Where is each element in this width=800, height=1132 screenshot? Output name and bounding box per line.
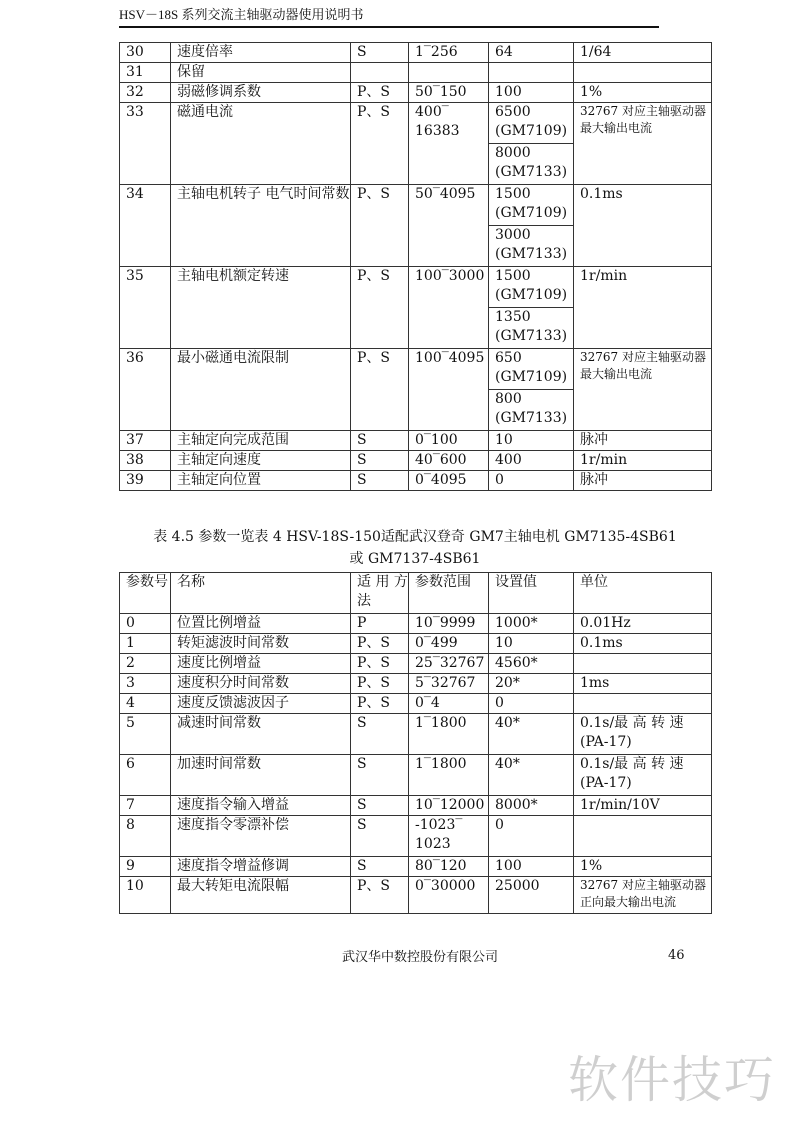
- param-default: [489, 63, 574, 83]
- param-mode: P、S: [351, 674, 409, 694]
- param-name: 弱磁修调系数: [171, 83, 351, 103]
- param-unit: 0.1ms: [574, 185, 712, 267]
- param-range: 0‾30000: [409, 877, 489, 914]
- param-number: 6: [120, 755, 171, 796]
- param-mode: S: [351, 43, 409, 63]
- param-mode: P、S: [351, 654, 409, 674]
- param-mode: P、S: [351, 83, 409, 103]
- param-unit: 1ms: [574, 674, 712, 694]
- param-default: 100: [489, 857, 574, 877]
- param-default: 10: [489, 431, 574, 451]
- watermark: 软件技巧: [568, 1051, 776, 1109]
- param-range: 50‾4095: [409, 185, 489, 267]
- param-unit: 32767 对应主轴驱动器最大输出电流: [574, 349, 712, 431]
- table-row: [120, 103, 712, 144]
- header-param-number: 参数号: [120, 573, 171, 614]
- param-default: 25000: [489, 877, 574, 914]
- param-mode: [351, 63, 409, 83]
- param-default: 10: [489, 634, 574, 654]
- param-unit: 32767 对应主轴驱动器最大输出电流: [574, 103, 712, 185]
- param-number: 37: [120, 431, 171, 451]
- header-unit: 单位: [574, 573, 712, 614]
- param-name: 速度比例增益: [171, 654, 351, 674]
- table-row: [120, 614, 712, 634]
- param-number: 31: [120, 63, 171, 83]
- param-range: 50‾150: [409, 83, 489, 103]
- param-default: 4560*: [489, 654, 574, 674]
- param-number: 3: [120, 674, 171, 694]
- table-row: [120, 674, 712, 694]
- param-default: 0: [489, 471, 574, 491]
- param-unit: 1%: [574, 83, 712, 103]
- param-name: 磁通电流: [171, 103, 351, 185]
- param-unit: 1r/min/10V: [574, 796, 712, 816]
- param-name: 速度指令输入增益: [171, 796, 351, 816]
- param-default: 20*: [489, 674, 574, 694]
- param-name: 最大转矩电流限幅: [171, 877, 351, 914]
- param-range: [409, 63, 489, 83]
- param-number: 10: [120, 877, 171, 914]
- table-row: [120, 349, 712, 390]
- table-row: [120, 755, 712, 796]
- param-range: 0‾4: [409, 694, 489, 714]
- param-default: 3000 (GM7133): [489, 226, 574, 267]
- param-number: 33: [120, 103, 171, 185]
- table-row: [120, 857, 712, 877]
- param-unit: [574, 694, 712, 714]
- table-row: [120, 634, 712, 654]
- table-row: [120, 877, 712, 914]
- param-name: 加速时间常数: [171, 755, 351, 796]
- param-range: 10‾12000: [409, 796, 489, 816]
- param-mode: S: [351, 796, 409, 816]
- param-unit: [574, 816, 712, 857]
- table-row: [120, 654, 712, 674]
- param-name: 最小磁通电流限制: [171, 349, 351, 431]
- param-default: 40*: [489, 755, 574, 796]
- param-range: 25‾32767: [409, 654, 489, 674]
- param-unit: 1r/min: [574, 451, 712, 471]
- table-caption-continued: 或 GM7137-4SB61: [349, 551, 481, 567]
- param-unit: [574, 63, 712, 83]
- param-unit: 0.01Hz: [574, 614, 712, 634]
- param-number: 9: [120, 857, 171, 877]
- param-mode: S: [351, 431, 409, 451]
- param-range: 80‾120: [409, 857, 489, 877]
- param-name: 主轴定向速度: [171, 451, 351, 471]
- param-name: 速度指令增益修调: [171, 857, 351, 877]
- param-number: 32: [120, 83, 171, 103]
- param-name: 位置比例增益: [171, 614, 351, 634]
- param-unit: 1%: [574, 857, 712, 877]
- param-default: 0: [489, 694, 574, 714]
- param-name: 保留: [171, 63, 351, 83]
- table-row: [120, 694, 712, 714]
- param-default: 100: [489, 83, 574, 103]
- param-unit: 脉冲: [574, 431, 712, 451]
- param-default: 650 (GM7109): [489, 349, 574, 390]
- table-row: [120, 796, 712, 816]
- param-name: 速度反馈滤波因子: [171, 694, 351, 714]
- param-range: 5‾32767: [409, 674, 489, 694]
- table-row: [120, 185, 712, 226]
- param-number: 34: [120, 185, 171, 267]
- param-unit: [574, 654, 712, 674]
- param-mode: P、S: [351, 267, 409, 349]
- param-default: 800 (GM7133): [489, 390, 574, 431]
- param-unit: 0.1ms: [574, 634, 712, 654]
- header-mode: 适 用 方法: [351, 573, 409, 614]
- page-number: 46: [668, 948, 685, 963]
- param-mode: P、S: [351, 694, 409, 714]
- param-number: 8: [120, 816, 171, 857]
- param-mode: S: [351, 755, 409, 796]
- table-row: [120, 43, 712, 63]
- param-default: 8000 (GM7133): [489, 144, 574, 185]
- param-range: 10‾9999: [409, 614, 489, 634]
- param-number: 38: [120, 451, 171, 471]
- page-header: HSV－18S 系列交流主轴驱动器使用说明书: [119, 4, 659, 28]
- table-row: [120, 431, 712, 451]
- parameter-table-continued: [119, 42, 712, 491]
- param-mode: P、S: [351, 185, 409, 267]
- param-number: 7: [120, 796, 171, 816]
- param-mode: S: [351, 714, 409, 755]
- param-default: 1500 (GM7109): [489, 185, 574, 226]
- param-unit: 0.1s/最 高 转 速 (PA-17): [574, 755, 712, 796]
- param-unit: 1/64: [574, 43, 712, 63]
- param-default: 8000*: [489, 796, 574, 816]
- param-range: 1‾256: [409, 43, 489, 63]
- param-mode: S: [351, 857, 409, 877]
- table-caption: 表 4.5 参数一览表 4 HSV-18S-150适配武汉登奇 GM7主轴电机 GM7135-4SB61: [153, 529, 677, 545]
- param-number: 30: [120, 43, 171, 63]
- param-mode: P、S: [351, 103, 409, 185]
- param-number: 36: [120, 349, 171, 431]
- param-range: 40‾600: [409, 451, 489, 471]
- param-number: 0: [120, 614, 171, 634]
- param-mode: S: [351, 471, 409, 491]
- param-mode: S: [351, 816, 409, 857]
- header-default: 设置值: [489, 573, 574, 614]
- param-range: 1‾1800: [409, 714, 489, 755]
- param-default: 6500 (GM7109): [489, 103, 574, 144]
- param-number: 5: [120, 714, 171, 755]
- param-unit: 1r/min: [574, 267, 712, 349]
- parameter-table-4: [119, 572, 712, 914]
- header-name: 名称: [171, 573, 351, 614]
- param-number: 1: [120, 634, 171, 654]
- param-range: 100‾3000: [409, 267, 489, 349]
- param-name: 速度积分时间常数: [171, 674, 351, 694]
- param-default: 0: [489, 816, 574, 857]
- param-name: 主轴定向位置: [171, 471, 351, 491]
- param-number: 35: [120, 267, 171, 349]
- table-row: [120, 267, 712, 308]
- table-header-row: [120, 573, 712, 614]
- param-default: 64: [489, 43, 574, 63]
- param-number: 4: [120, 694, 171, 714]
- footer-company: 武汉华中数控股份有限公司: [341, 950, 498, 965]
- table-row: [120, 471, 712, 491]
- param-default: 40*: [489, 714, 574, 755]
- param-range: 0‾499: [409, 634, 489, 654]
- param-mode: P、S: [351, 349, 409, 431]
- param-unit: 32767 对应主轴驱动器正向最大输出电流: [574, 877, 712, 914]
- param-range: 400‾ 16383: [409, 103, 489, 185]
- param-range: 1‾1800: [409, 755, 489, 796]
- param-default: 400: [489, 451, 574, 471]
- param-range: 0‾100: [409, 431, 489, 451]
- param-mode: P: [351, 614, 409, 634]
- param-mode: S: [351, 451, 409, 471]
- param-range: 100‾4095: [409, 349, 489, 431]
- param-default: 1350 (GM7133): [489, 308, 574, 349]
- param-default: 1500 (GM7109): [489, 267, 574, 308]
- param-range: 0‾4095: [409, 471, 489, 491]
- param-name: 主轴电机转子 电气时间常数: [171, 185, 351, 267]
- table-row: [120, 83, 712, 103]
- param-name: 速度倍率: [171, 43, 351, 63]
- table-row: [120, 816, 712, 857]
- param-name: 主轴电机额定转速: [171, 267, 351, 349]
- param-name: 减速时间常数: [171, 714, 351, 755]
- param-mode: P、S: [351, 634, 409, 654]
- param-range: -1023‾ 1023: [409, 816, 489, 857]
- table-row: [120, 451, 712, 471]
- param-mode: P、S: [351, 877, 409, 914]
- header-range: 参数范围: [409, 573, 489, 614]
- param-number: 2: [120, 654, 171, 674]
- table-row: [120, 714, 712, 755]
- param-name: 转矩滤波时间常数: [171, 634, 351, 654]
- param-name: 主轴定向完成范围: [171, 431, 351, 451]
- param-default: 1000*: [489, 614, 574, 634]
- param-name: 速度指令零漂补偿: [171, 816, 351, 857]
- param-unit: 0.1s/最 高 转 速 (PA-17): [574, 714, 712, 755]
- table-row: [120, 63, 712, 83]
- param-number: 39: [120, 471, 171, 491]
- param-unit: 脉冲: [574, 471, 712, 491]
